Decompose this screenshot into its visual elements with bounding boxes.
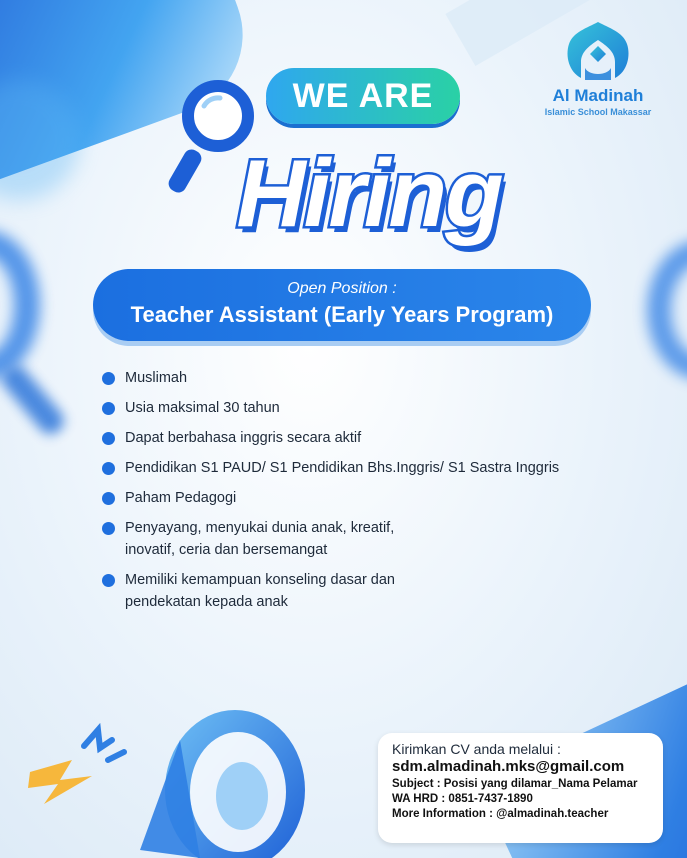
requirements-list — [102, 367, 622, 621]
blurred-magnifier-handle — [0, 361, 69, 439]
school-name: Al Madinah — [552, 86, 644, 105]
requirement-text: Penyayang, menyukai dunia anak, kreatif, inovatif, ceria dan bersemangat — [125, 520, 395, 558]
al-madinah-logo-icon — [561, 18, 635, 84]
bullet-icon — [102, 522, 115, 535]
bullet-icon — [102, 402, 115, 415]
open-position-label: Open Position : — [287, 280, 397, 297]
list-item — [102, 569, 622, 613]
bullet-icon — [102, 432, 115, 445]
we-are-badge: WE ARE — [266, 68, 460, 124]
contact-email-link[interactable]: sdm.almadinah.mks@gmail.com — [392, 758, 625, 775]
list-item — [102, 397, 622, 419]
contact-intro: Kirimkan CV anda melalui : — [392, 741, 561, 757]
list-item — [102, 487, 622, 509]
list-item — [102, 457, 622, 479]
requirement-text: Muslimah — [125, 370, 188, 386]
blurred-magnifier-left-icon — [0, 230, 40, 380]
position-title: Teacher Assistant (Early Years Program) — [130, 302, 554, 327]
school-logo — [528, 18, 668, 117]
position-banner — [93, 269, 591, 341]
requirement-text: Pendidikan S1 PAUD/ S1 Pendidikan Bhs.Inggris/ S1 Sastra Inggris — [125, 460, 560, 476]
bullet-icon — [102, 372, 115, 385]
requirement-text: Usia maksimal 30 tahun — [125, 400, 280, 416]
hiring-title: Hiring — [236, 140, 502, 247]
bullet-icon — [102, 492, 115, 505]
contact-box — [378, 733, 663, 843]
megaphone-icon — [20, 700, 320, 858]
list-item — [102, 367, 622, 389]
list-item — [102, 427, 622, 449]
school-subtitle: Islamic School Makassar — [544, 107, 652, 117]
contact-whatsapp: WA HRD : 0851-7437-1890 — [392, 793, 533, 805]
requirement-text: Dapat berbahasa inggris secara aktif — [125, 430, 362, 446]
lightning-icon — [28, 730, 124, 804]
requirement-text: Paham Pedagogi — [125, 490, 237, 506]
blurred-magnifier-right-icon — [647, 240, 687, 380]
list-item — [102, 517, 622, 561]
requirement-text: Memiliki kemampuan konseling dasar dan pendekatan kepada anak — [125, 572, 395, 610]
contact-subject: Subject : Posisi yang dilamar_Nama Pelamar — [392, 778, 638, 790]
bullet-icon — [102, 574, 115, 587]
contact-more-info: More Information : @almadinah.teacher — [392, 808, 609, 820]
bullet-icon — [102, 462, 115, 475]
